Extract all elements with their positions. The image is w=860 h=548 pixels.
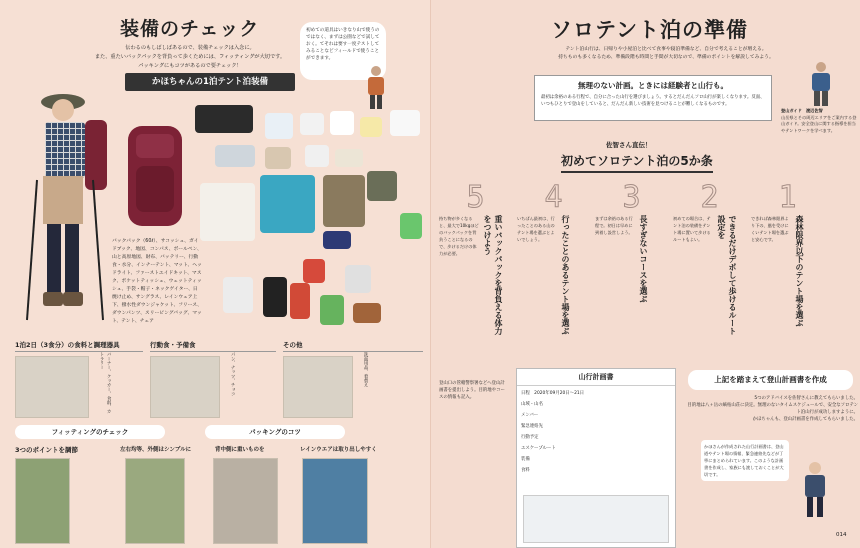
rule-column-2 <box>673 180 746 370</box>
headlamp-item <box>215 145 255 167</box>
sheet-row: 緊急連絡先 <box>521 424 543 429</box>
page-title-left: 装備のチェック <box>120 18 260 40</box>
snack-photo <box>150 356 220 418</box>
packing-photo-2 <box>213 458 278 544</box>
rule-heading: 重いバックパックを背負える体力をつけよう <box>483 215 503 335</box>
page-number: 014 <box>836 532 847 538</box>
note-line: かほちゃんも、登山計画書を作成してもらいました。 <box>752 417 858 422</box>
cup-item <box>353 303 381 323</box>
gloves-item <box>335 149 363 167</box>
notebook-item <box>300 113 324 135</box>
right-page <box>430 0 860 548</box>
intro-line: 持ちものも多くなるため、準備段階も時間と手間が大切なので、準備のポイントを解説してみよう。 <box>558 55 774 60</box>
packing-tip-3: レインウエアは取り出しやすく <box>300 447 377 453</box>
rule-text: できれば森林限界より下の、風を受けにくいテント場を選ぶと安心です。 <box>751 216 789 242</box>
rule-text: まずは余裕のある行程で。初日は早めに到着し設営しよう。 <box>595 216 633 235</box>
mask-item <box>305 145 329 167</box>
closing-text: かほさんが作成された山行計画書は、登山道やテント場の情報、緊急連絡先などが丁寧にまとめられています。このような計画書を作成し、家族にも渡しておくことが大切です。 <box>701 440 789 481</box>
fitting-subtitle: 3つのポイントを調節 <box>15 446 79 454</box>
other-block-title: その他 <box>283 340 423 352</box>
side-note: 登山口の管轄警察署などへ登山計画書を提出しよう。目的地やコースの情報も記入。 <box>439 381 505 400</box>
guide-figure-icon <box>806 60 836 108</box>
food-block-text: バーナー、クッカー、食料、カトラリー <box>99 352 112 414</box>
wallet-item <box>265 147 291 169</box>
tent-item <box>223 277 253 313</box>
snack-block-text: パン、ナッツ、チョコ <box>230 352 236 396</box>
rule-number: 3 <box>622 180 641 215</box>
socks-item <box>367 171 397 201</box>
other-block-text: 洗面用品、着替え <box>363 352 369 388</box>
hiker-photo <box>15 80 110 330</box>
intro-text-right <box>546 46 786 62</box>
fuel-item <box>400 213 422 239</box>
plan-note-title: 上記を踏まえて登山計画書を作成 <box>688 370 853 390</box>
snack-block-title: 行動食・予備食 <box>150 340 276 352</box>
down-jacket-item <box>200 183 255 241</box>
intro-line: テント泊山行は、日帰りや小屋泊と比べて食事や寝泊準備など、自分で考えることが増える。 <box>565 47 767 52</box>
other-photo <box>283 356 353 418</box>
page-title-right: ソロテント泊の準備 <box>551 18 748 42</box>
rule-column-5 <box>439 180 512 370</box>
firstaid-item <box>360 117 382 137</box>
pr-header: 佐智さん直伝！ <box>606 141 652 149</box>
sheet-row: メンバー <box>521 413 539 418</box>
rule-text: 持ち物が多くなると、最大で10kgほどのバックパックを背負うことになるので、歩けるだけの体力が必要。 <box>439 216 479 256</box>
sleeping-bag-item <box>263 277 287 317</box>
guide-caption <box>781 108 859 134</box>
fitting-title: フィッティングのチェック <box>15 425 165 439</box>
tissue-item <box>330 111 354 135</box>
rule-heading: できるだけデポして歩けるルート設定を <box>717 215 737 335</box>
map-image <box>523 495 669 543</box>
fitting-photo <box>15 458 70 544</box>
rule-heading: 森林限界以下のテント場を選ぶ <box>795 215 804 327</box>
rule-column-1 <box>751 180 824 370</box>
speech-bubble: 初めての道具はいきなり山で使うのではなく、まずは公園などで試しておく。てそれは要す一度テストしてみることなどフィールドで使うことができます。 <box>300 22 386 80</box>
intro-line: また、重たいバックパックを背負って歩くためには、フィッティングが大切です。 <box>94 54 286 60</box>
hiker-figure-icon <box>796 460 834 520</box>
gear-list-text: バックパック（60ℓ）、サコッシュ、ガイドブック、地図、コンパス、ボールペン、山と高原地図、財布、バッテリー、行動食・水分、インナーテント、マット、ヘッドライト、ファーストエイドキット、マスク、ポケットティッシュ、ウェットティッシュ、手袋・帽子・ネックゲイター、日焼け止め、サングラス、レインウェア上下、撥水性ダウンジャケット、フリース、ダウンパンツ、スリーピングバッグ、マット、テント、チェア <box>112 239 202 324</box>
note-line: 目的地は八ヶ岳の縞枯山荘に決定。無理のないタイムスケジュールで、安全なソロテント泊山行が成功しますように。 <box>687 403 858 415</box>
plan-sheet <box>516 368 676 548</box>
towel-item <box>390 110 420 136</box>
backpack-photo <box>120 120 190 230</box>
food-block-title: 1泊2日（3食分）の食料と調理器具 <box>15 340 143 352</box>
packing-tip-2: 背中側に重いものを <box>215 447 265 453</box>
guide-figure-icon <box>362 64 390 110</box>
gear-collage <box>195 105 425 335</box>
chair-item <box>320 295 344 325</box>
rule-number: 1 <box>778 180 797 215</box>
sheet-row: エスケープルート <box>521 446 556 451</box>
packing-photo-1 <box>125 458 185 544</box>
intro-line: パッキングにもコツがあるので要チェック！ <box>138 63 242 69</box>
sheet-row: 食料 <box>521 468 530 473</box>
plan-box-text: 最初は余裕のある行程で、自分に合った山行を選びましょう。するとだんだんソロ山行が楽しくなります。反面、いつもひとりで登山をしていると、だんだん新しい技術を見つけることが難しくなるものです。 <box>541 95 765 107</box>
plan-sheet-title: 山行計画書 <box>517 369 675 386</box>
packing-tip-1: 左右均等、外側はシンプルに <box>120 447 192 453</box>
sheet-row: 山域・山名 <box>521 402 543 407</box>
packing-title: パッキングのコツ <box>205 425 345 439</box>
guide-name: 登山ガイド 渡辺佐智 <box>781 108 823 113</box>
pillow-item <box>290 283 310 319</box>
rain-jacket-item <box>260 175 315 233</box>
plan-sheet-rows <box>517 386 675 478</box>
other-block <box>283 340 423 418</box>
rule-number: 4 <box>544 180 563 215</box>
food-photo <box>15 356 89 418</box>
stuff-sack-item <box>323 231 351 249</box>
packing-photo-3 <box>302 458 368 544</box>
plan-box <box>534 75 772 121</box>
intro-text-left <box>70 44 310 71</box>
guide-bio: 山岳県とその周辺エリアをご案内する登山ガイド。安全登山に関する指導を担当やテントワークを学べます。 <box>781 114 857 133</box>
rule-number: 5 <box>466 180 485 215</box>
five-rules-title: 初めてソロテント泊の5か条 <box>561 152 713 173</box>
intro-line: 伝わるのもしばしばあるので、装備チェックは入念に。 <box>125 45 255 51</box>
rule-number: 2 <box>700 180 719 215</box>
snack-block <box>150 340 276 418</box>
food-block <box>15 340 143 418</box>
sacoche-item <box>195 105 253 133</box>
note-line: 5つのアドバイスを佐智さんに教えてもらいました。 <box>754 396 858 401</box>
section-title-gear: かほちゃんの1泊テント泊装備 <box>125 73 295 91</box>
rule-text: 初めての場合は、テント泊の装備をテント場に置いて歩けるルートもよい。 <box>673 216 711 242</box>
plan-box-title: 無理のない計画。ときには経験者と山行も。 <box>578 81 728 90</box>
map-item <box>265 113 293 139</box>
rule-heading: 行ったことのあるテント場を選ぶ <box>561 215 570 335</box>
fleece-item <box>323 175 365 227</box>
sheet-row: 日程 2020年09月20日〜21日 <box>521 391 585 396</box>
rule-column-4 <box>517 180 590 370</box>
sheet-row: 装備 <box>521 457 530 462</box>
mat-item <box>303 259 325 283</box>
stove-item <box>345 265 371 293</box>
rule-text: いちばん最初は、行ったことのある山のテント場を選ぶとよいでしょう。 <box>517 216 555 242</box>
rule-heading: 長すぎないコースを選ぶ <box>639 215 648 303</box>
plan-note-text <box>686 395 858 423</box>
sheet-row: 行動予定 <box>521 435 539 440</box>
rule-column-3 <box>595 180 668 370</box>
